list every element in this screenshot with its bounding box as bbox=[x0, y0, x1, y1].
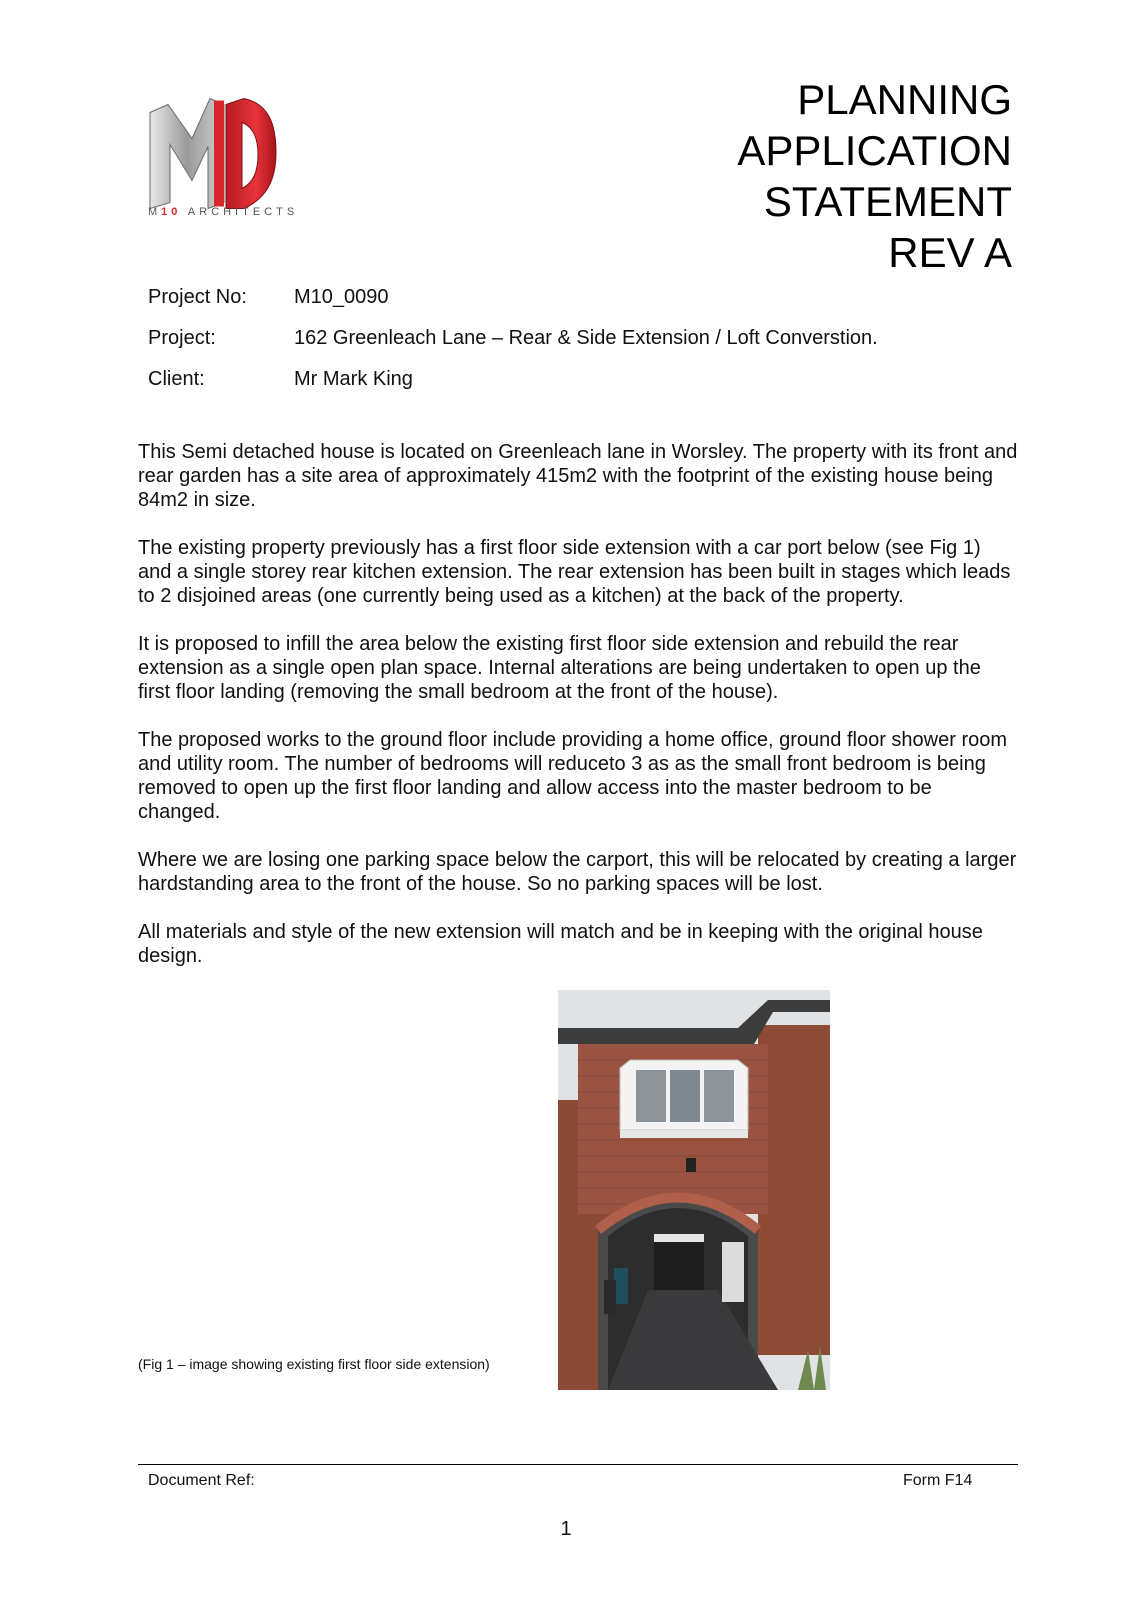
client-value: Mr Mark King bbox=[294, 368, 413, 390]
logo-wordmark: M10 ARCHITECTS bbox=[148, 206, 299, 218]
form-label: Form F14 bbox=[903, 1472, 973, 1489]
title-line-1: PLANNING bbox=[797, 76, 1012, 123]
page-number: 1 bbox=[560, 1518, 572, 1540]
document-ref-label: Document Ref: bbox=[148, 1472, 255, 1489]
project-no-row bbox=[148, 286, 1048, 327]
project-details bbox=[148, 286, 1048, 409]
figure-caption: (Fig 1 – image showing existing first floor side extension) bbox=[138, 1356, 490, 1372]
title-line-3: STATEMENT bbox=[763, 178, 1012, 225]
client-row bbox=[148, 368, 1048, 409]
project-no-label: Project No: bbox=[148, 286, 247, 308]
house-photo bbox=[558, 990, 830, 1390]
statement-body bbox=[138, 440, 1018, 992]
paragraph: Where we are losing one parking space below the carport, this will be relocated by creating a larger hardstanding area to the front of the house. So no parking spaces will be lost. bbox=[138, 849, 1017, 895]
footer-divider bbox=[138, 1464, 1018, 1465]
paragraph: All materials and style of the new extension will match and be in keeping with the original house design. bbox=[138, 921, 983, 967]
client-label: Client: bbox=[148, 368, 205, 390]
document-title bbox=[592, 74, 1012, 278]
project-row bbox=[148, 327, 1048, 368]
paragraph: The proposed works to the ground floor include providing a home office, ground floor shower room and utility room. The number of bedrooms will reduceto 3 as as the small front bedroom is being removed to open up the first floor landing and allow access into the master bedroom to be changed. bbox=[138, 729, 1008, 823]
paragraph: The existing property previously has a first floor side extension with a car port below (see Fig 1) and a single storey rear kitchen extension. The rear extension has been built in stages which leads to 2 disjoined areas (one currently being used as a kitchen) at the back of the property. bbox=[138, 537, 1011, 607]
title-line-2: APPLICATION bbox=[737, 127, 1012, 174]
paragraph: This Semi detached house is located on Greenleach lane in Worsley. The property with its front and rear garden has a site area of approximately 415m2 with the footprint of the existing house being 84m2 in size. bbox=[138, 441, 1018, 511]
paragraph: It is proposed to infill the area below the existing first floor side extension and rebuild the rear extension as a single open plan space. Internal alterations are being undertaken to open up the first floor landing (removing the small bedroom at the front of the house). bbox=[138, 633, 981, 703]
project-value: 162 Greenleach Lane – Rear & Side Extension / Loft Converstion. bbox=[294, 327, 878, 349]
project-no-value: M10_0090 bbox=[294, 286, 389, 308]
project-label: Project: bbox=[148, 327, 216, 349]
title-line-4: REV A bbox=[888, 229, 1012, 276]
